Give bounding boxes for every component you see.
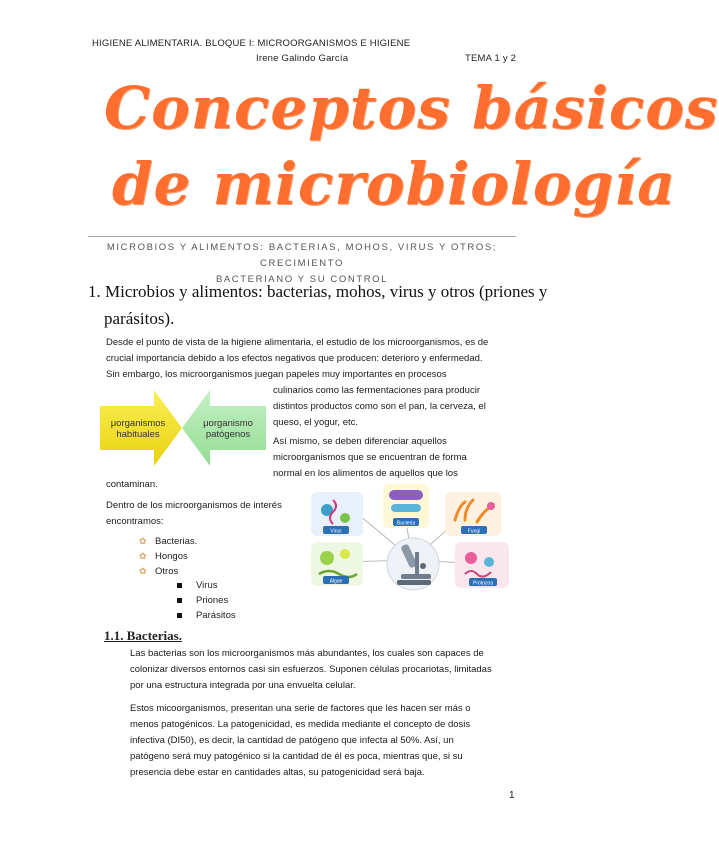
arrow-right-label-1: μorganismo (203, 418, 253, 429)
star-bullet-icon: ✿ (139, 536, 147, 546)
header-course: HIGIENE ALIMENTARIA. BLOQUE I: MICROORGANISMOS E HIGIENE (92, 38, 411, 49)
list-item: Parásitos (177, 608, 236, 623)
header-topic: TEMA 1 y 2 (465, 53, 517, 64)
microbiology-diagram (305, 482, 515, 617)
arrow-left-label-2: habituales (116, 429, 160, 440)
square-bullet-icon (177, 613, 182, 618)
virus-label: Virus (330, 528, 342, 535)
fungi-panel (445, 492, 501, 536)
bacterias-para-1-line-3: por una estructura integrada por una envuelta celular. (130, 680, 356, 691)
list-item: Virus (177, 578, 236, 593)
bacterias-para-2-line-1: Estos micoorganismos, presentan una serie de factores que les hacen ser más o (130, 703, 471, 714)
protozoa-label: Protozoa (472, 580, 494, 587)
para-3-line-2: encontramos: (106, 516, 164, 527)
virus-panel (311, 492, 363, 536)
para-2-line-2: microorganismos que se encuentran de forma (273, 452, 467, 463)
list-item: ✿ Otros (139, 566, 179, 577)
para-1-line-6: queso, el yogur, etc. (273, 417, 359, 428)
title-line-1: Conceptos básicos (104, 74, 719, 142)
section-1-heading-line-2: parásitos). (104, 309, 175, 328)
bacterias-para-2-line-3: infectiva (DI50), es decir, la cantidad de patógeno que infecta al 50%. Así, un (130, 735, 454, 746)
para-2-line-3: normal en los alimentos de aquellos que los (273, 468, 458, 479)
arrows-diagram (98, 388, 268, 468)
divider (88, 236, 516, 237)
bacterias-para-1-line-2: colonizar diversos entornos casi sin esfuerzos. Suponen células procariotas, limitadas (130, 664, 492, 675)
section-1-heading-line-1: 1. Microbios y alimentos: bacterias, mohos, virus y otros (priones y (88, 282, 548, 301)
page-number: 1 (509, 790, 515, 801)
para-1-line-1: Desde el punto de vista de la higiene alimentaria, el estudio de los microorganismos, es de (106, 337, 489, 348)
star-bullet-icon: ✿ (139, 551, 147, 561)
bacterias-para-2-line-2: menos patogénicos. La patogenicidad, es medida mediante el concepto de dosis (130, 719, 471, 730)
bacteria-panel (383, 484, 429, 528)
microscope-icon (387, 538, 439, 590)
list-item: Priones (177, 593, 236, 608)
bacterias-para-2-line-5: presencia debe estar en cantidades altas, su patogenicidad será baja. (130, 767, 425, 778)
arrow-left-label-1: μorganismos (110, 418, 166, 429)
bacterias-para-1-line-1: Las bacterias son los microorganismos más abundantes, los cuales son capaces de (130, 648, 484, 659)
fungi-label: Fungi (467, 528, 481, 535)
list-item: ✿ Bacterias. (139, 536, 198, 547)
para-1-line-4: culinarios como las fermentaciones para producir (273, 385, 480, 396)
para-2-line-1: Así mismo, se deben diferenciar aquellos (273, 436, 447, 447)
title-line-2: de microbiología (112, 150, 676, 218)
para-2-line-4: contaminan. (106, 479, 158, 490)
para-1-line-2: crucial importancia debido a los efectos negativos que producen: deterioro y enfermedad. (106, 353, 483, 364)
subtitle-line-2: BACTERIANO Y SU CONTROL (215, 274, 389, 285)
header-author: Irene Galindo García (256, 53, 349, 64)
para-1-line-5: distintos productos como son el pan, la cerveza, el (273, 401, 486, 412)
star-bullet-icon: ✿ (139, 566, 147, 576)
subtitle-line-1: MICROBIOS Y ALIMENTOS: BACTERIAS, MOHOS, VIRUS Y OTROS; CRECIMIENTO (106, 242, 498, 269)
algae-label: Algae (329, 578, 343, 585)
bacteria-label: Bacteria (396, 520, 416, 527)
square-bullet-icon (177, 598, 182, 603)
protozoa-panel (455, 542, 509, 588)
para-1-line-3: Sin embargo, los microorganismos juegan papeles muy importantes en procesos (106, 369, 447, 380)
square-bullet-icon (177, 583, 182, 588)
para-3-line-1: Dentro de los microorganismos de interés (106, 500, 282, 511)
microorganism-list (139, 534, 197, 579)
otros-sublist (177, 578, 236, 623)
algae-panel (311, 542, 363, 586)
arrow-right-label-2: patógenos (205, 429, 251, 440)
bacterias-para-2-line-4: patógeno será muy patogénico si la cantidad de él es poca, mientras que, si su (130, 751, 463, 762)
list-item: ✿ Hongos (139, 551, 188, 562)
section-1-1-heading: 1.1. Bacterias. (104, 628, 182, 643)
